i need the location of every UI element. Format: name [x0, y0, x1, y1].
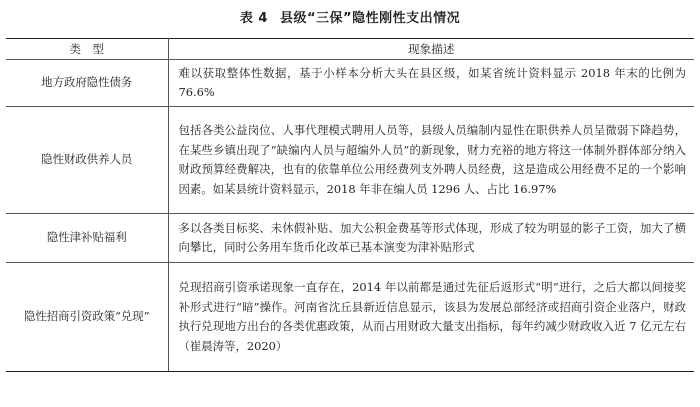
column-header-type: 类 型: [6, 39, 168, 60]
row-description-cell: 难以获取整体性数据，基于小样本分析大头在县区级，如某省统计资料显示 2018 年末的比例为 76.6%: [168, 60, 694, 107]
row-description-cell: 多以各类目标奖、未休假补贴、加大公积金费基等形式体现，形成了较为明显的影子工资，加大了横向攀比，同时公务用车货币化改革已基本演变为津补贴形式: [168, 214, 694, 263]
table-number: 表 4: [239, 11, 268, 26]
data-table: [6, 38, 694, 372]
row-type-cell: 地方政府隐性债务: [6, 60, 168, 107]
table-row: [6, 214, 694, 263]
table-row: [6, 60, 694, 107]
table-title: 县级“三保”隐性刚性支出情况: [279, 11, 461, 26]
row-type-cell: 隐性财政供养人员: [6, 107, 168, 214]
table-row: [6, 263, 694, 372]
column-header-description: 现象描述: [168, 39, 694, 60]
row-description-cell: 兑现招商引资承诺现象一直存在，2014 年以前都是通过先征后返形式“明”进行，之后大都以间接奖补形式进行“暗”操作。河南省沈丘县新近信息显示，该县为发展总部经济或招商引资企业落户，财政执行兑现地方出台的各类优惠政策，从而占用财政大量支出指标，每年约减少财政收入近 7 亿元左右（崔晨涛等，2020）: [168, 263, 694, 372]
table-row: [6, 107, 694, 214]
row-type-cell: 隐性津补贴福利: [6, 214, 168, 263]
row-description-cell: 包括各类公益岗位、人事代理模式聘用人员等，县级人员编制内显性在职供养人员呈微弱下降趋势，在某些乡镇出现了“缺编内人员与超编外人员”的新现象，财力充裕的地方将这一体制外群体部分纳入财政预算经费解决，也有的依靠单位公用经费列支外聘人员经费，这是造成公用经费不足的一个影响因素。如某县统计资料显示，2018 年非在编人员 1296 人、占比 16.97%: [168, 107, 694, 214]
table-caption: [0, 11, 700, 27]
table-header-row: [6, 39, 694, 60]
row-type-cell: 隐性招商引资政策“兑现”: [6, 263, 168, 372]
